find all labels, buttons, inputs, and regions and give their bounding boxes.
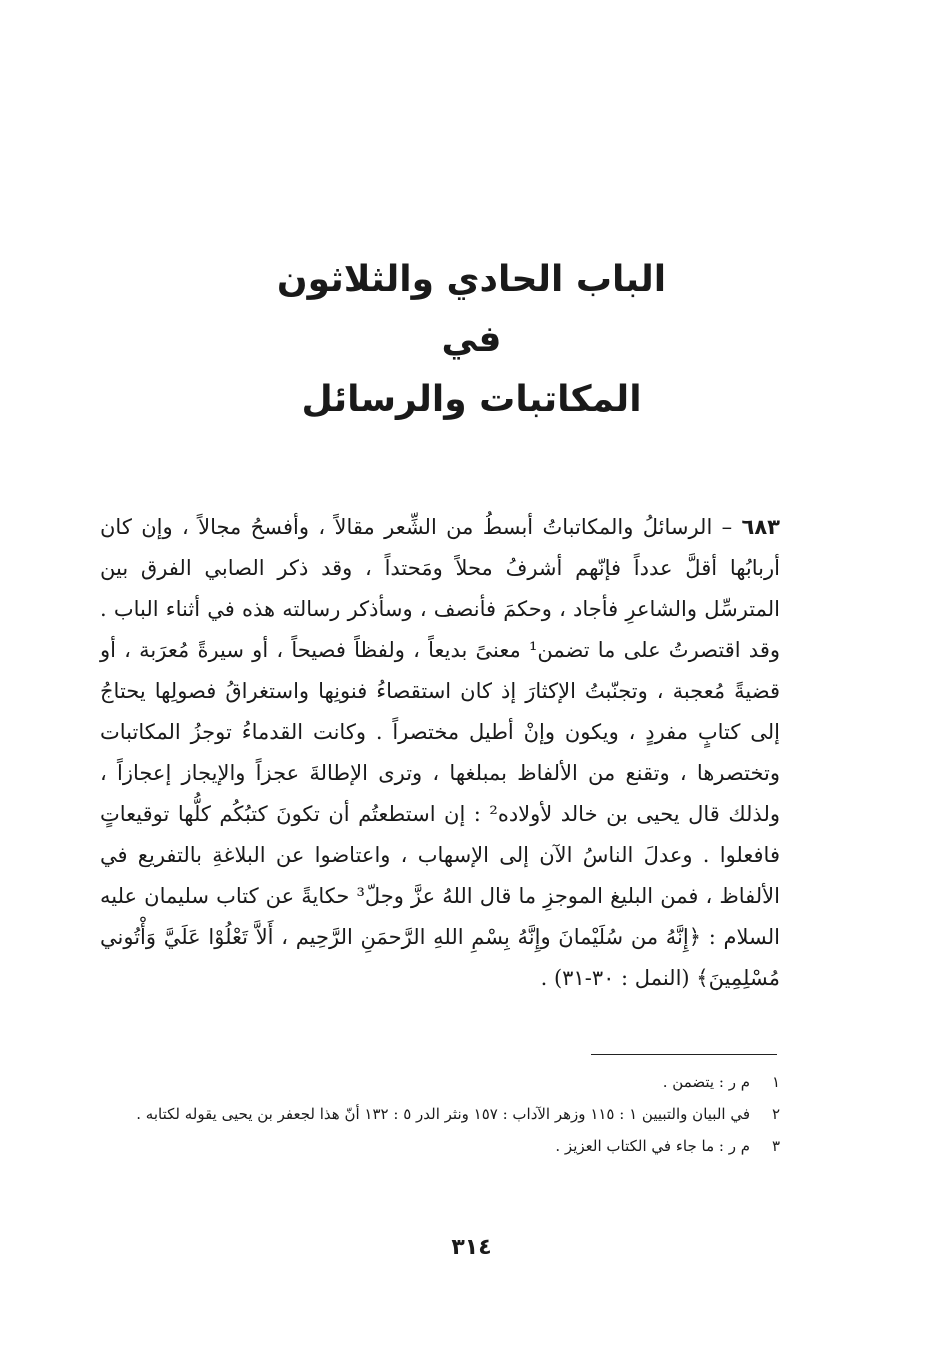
paragraph-text: – الرسائلُ والمكاتباتُ أبسطُ من الشِّعر مقالاً ، وأفسحُ مجالاً ، وإن كان أربابُها أقلَّ عدداً فإنّهم أشرفُ محلاً ومَحتداً ، وقد ذكر الصابي الفرق بين المترسِّل والشاعرِ فأجاد ، وحكمَ فأنصف ، وسأذكر رسالته هذه في أثناء الباب . وقد اقتصرتُ على ما تضمن¹ معنىً بديعاً ، ولفظاً فصيحاً ، أو سيرةً مُعرَبة ، أو قضيةً مُعجبة ، وتجنّبتُ الإكثارَ إذ كان استقصاءُ فنونِها واستغراقُ فصولِها يحتاجُ إلى كتابٍ مفردٍ ، ويكون وإنْ أطيل مختصراً . وكانت القدماءُ توجزُ المكاتبات وتختصرها ، وتقنع من الألفاظ بمبلغها ، وترى الإطالةَ عجزاً والإيجاز إعجازاً ، ولذلك قال يحيى بن خالد لأولاده² : إن استطعتُم أن تكونَ كتبُكُم كلُّها توقيعاتٍ فافعلوا . وعدلَ الناسُ الآن إلى الإسهاب ، واعتاضوا عن البلاغةِ بالتفريع في الألفاظ ، فمن البليغ الموجزِ ما قال اللهُ عزَّ وجلّ³ حكايةً عن كتاب سليمان عليه السلام : ﴿إِنَّهُ من سُلَيْمانَ وإِنَّهُ بِسْمِ اللهِ الرَّحمَنِ الرَّحِيم ، أَلاَّ تَعْلُوْا عَلَيَّ وَأْتُوني مُسْلِمِينَ﴾ (النمل : ٣٠-٣١) . bbox=[100, 515, 780, 990]
footnote-text: في البيان والتبيين ١ : ١١٥ وزهر الآداب : ١٥٧ ونثر الدر ٥ : ١٣٢ أنّ هذا لجعفر بن يحيى يقوله لكتابه . bbox=[136, 1105, 750, 1123]
footnote bbox=[100, 1100, 780, 1128]
footnotes bbox=[100, 1068, 780, 1164]
chapter-subtitle: المكاتبات والرسائل bbox=[301, 379, 642, 420]
footnote-number: ٣ bbox=[771, 1137, 780, 1155]
chapter-title-connector: في bbox=[441, 319, 502, 360]
chapter-heading bbox=[0, 250, 943, 430]
footnote-number: ١ bbox=[771, 1073, 780, 1091]
footnote bbox=[100, 1132, 780, 1160]
footnote-number: ٢ bbox=[771, 1105, 780, 1123]
main-paragraph bbox=[100, 507, 780, 999]
footnote-text: م ر : يتضمن . bbox=[662, 1073, 750, 1091]
chapter-title: الباب الحادي والثلاثون bbox=[276, 259, 667, 300]
page-number: ٣١٤ bbox=[451, 1235, 492, 1260]
footnote-divider bbox=[591, 1054, 777, 1055]
footnote-text: م ر : ما جاء في الكتاب العزيز . bbox=[555, 1137, 750, 1155]
footnote bbox=[100, 1068, 780, 1096]
paragraph-number: ٦٨٣ bbox=[741, 515, 780, 539]
